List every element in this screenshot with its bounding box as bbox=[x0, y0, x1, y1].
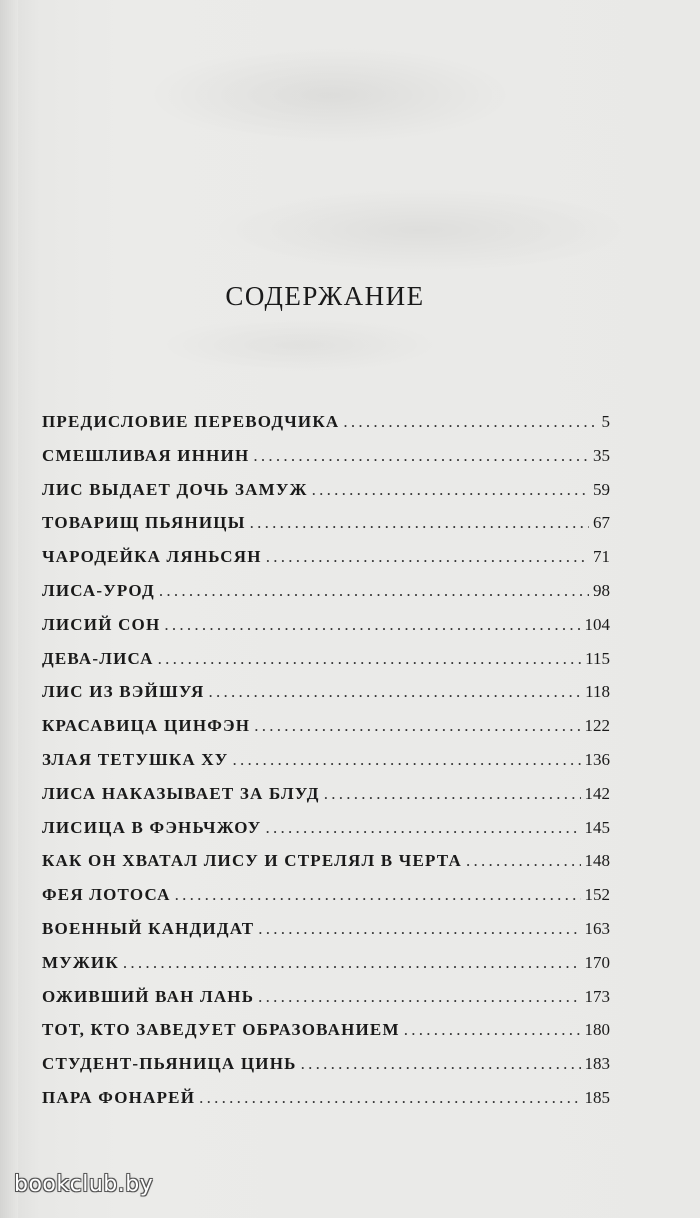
toc-entry-title: ТОТ, КТО ЗАВЕДУЕТ ОБРАЗОВАНИЕМ bbox=[42, 1020, 400, 1040]
toc-entry bbox=[42, 581, 610, 615]
toc-dot-leader bbox=[258, 919, 580, 939]
toc-entry-title: КАК ОН ХВАТАЛ ЛИСУ И СТРЕЛЯЛ В ЧЕРТА bbox=[42, 851, 462, 871]
toc-dot-leader bbox=[158, 649, 581, 669]
toc-entry bbox=[42, 446, 610, 480]
toc-page-number: 118 bbox=[585, 682, 610, 702]
toc-entry-title: СМЕШЛИВАЯ ИННИН bbox=[42, 445, 250, 465]
toc-entry bbox=[42, 547, 610, 581]
toc-entry-title: ТОВАРИЩ ПЬЯНИЦЫ bbox=[42, 513, 246, 533]
toc-entry bbox=[42, 1088, 610, 1122]
toc-page-number: 115 bbox=[585, 648, 610, 668]
toc-entry-title: ВОЕННЫЙ КАНДИДАТ bbox=[42, 918, 255, 938]
toc-page-number: 5 bbox=[601, 412, 610, 431]
toc-dot-leader bbox=[258, 987, 580, 1007]
toc-entry-title: ДЕВА-ЛИСА bbox=[42, 648, 154, 668]
toc-entry bbox=[42, 412, 610, 446]
toc-dot-leader bbox=[175, 885, 581, 905]
toc-entry bbox=[42, 987, 610, 1021]
toc-entry-title: ЛИСА НАКАЗЫВАЕТ ЗА БЛУД bbox=[42, 783, 320, 803]
toc-page-number: 104 bbox=[584, 614, 610, 634]
toc-page-number: 35 bbox=[593, 445, 610, 465]
toc-page-number: 142 bbox=[584, 783, 610, 803]
toc-dot-leader bbox=[466, 851, 581, 871]
toc-dot-leader bbox=[265, 818, 580, 838]
toc-page-number: 122 bbox=[584, 716, 610, 736]
toc-dot-leader bbox=[232, 750, 580, 770]
toc-entry bbox=[42, 716, 610, 750]
table-of-contents bbox=[42, 412, 610, 1122]
toc-entry bbox=[42, 784, 610, 818]
toc-dot-leader bbox=[164, 615, 580, 635]
toc-page-number: 152 bbox=[584, 885, 610, 905]
toc-entry bbox=[42, 953, 610, 987]
toc-entry-title: ЛИСИЦА В ФЭНЬЧЖОУ bbox=[42, 817, 262, 837]
toc-page-number: 145 bbox=[584, 817, 610, 837]
toc-page-number: 98 bbox=[593, 580, 610, 600]
toc-entry-title: ОЖИВШИЙ ВАН ЛАНЬ bbox=[42, 986, 255, 1006]
toc-entry bbox=[42, 851, 610, 885]
toc-entry-title: ЛИС ВЫДАЕТ ДОЧЬ ЗАМУЖ bbox=[42, 479, 308, 499]
toc-entry-title: ФЕЯ ЛОТОСА bbox=[42, 885, 171, 905]
toc-entry bbox=[42, 513, 610, 547]
toc-dot-leader bbox=[253, 446, 589, 466]
toc-entry bbox=[42, 750, 610, 784]
site-watermark: bookclub.by bbox=[14, 1172, 154, 1197]
toc-dot-leader bbox=[404, 1020, 581, 1040]
toc-entry-title: ПРЕДИСЛОВИЕ ПЕРЕВОДЧИКА bbox=[42, 412, 340, 431]
toc-page-number: 148 bbox=[584, 851, 610, 871]
toc-entry-title: ПАРА ФОНАРЕЙ bbox=[42, 1087, 196, 1107]
toc-page-number: 180 bbox=[584, 1020, 610, 1040]
toc-entry bbox=[42, 919, 610, 953]
toc-entry-title: ЧАРОДЕЙКА ЛЯНЬСЯН bbox=[42, 547, 262, 567]
toc-page-number: 173 bbox=[584, 986, 610, 1006]
toc-entry-title: МУЖИК bbox=[42, 952, 119, 972]
toc-dot-leader bbox=[324, 784, 581, 804]
toc-entry-title: ЛИС ИЗ ВЭЙШУЯ bbox=[42, 682, 205, 702]
toc-page-number: 67 bbox=[593, 513, 610, 533]
toc-dot-leader bbox=[123, 953, 581, 973]
toc-entry-title: СТУДЕНТ-ПЬЯНИЦА ЦИНЬ bbox=[42, 1054, 297, 1074]
toc-page-number: 59 bbox=[593, 479, 610, 499]
toc-dot-leader bbox=[312, 480, 589, 500]
toc-page-number: 136 bbox=[584, 749, 610, 769]
toc-entry bbox=[42, 818, 610, 852]
toc-dot-leader bbox=[266, 547, 589, 567]
toc-page-number: 170 bbox=[584, 952, 610, 972]
toc-entry bbox=[42, 649, 610, 683]
toc-page-number: 183 bbox=[584, 1054, 610, 1074]
toc-entry-title: КРАСАВИЦА ЦИНФЭН bbox=[42, 716, 251, 736]
toc-entry bbox=[42, 1054, 610, 1088]
toc-entry-title: ЛИСИЙ СОН bbox=[42, 614, 161, 634]
toc-entry bbox=[42, 682, 610, 716]
toc-entry bbox=[42, 1020, 610, 1054]
toc-entry bbox=[42, 480, 610, 514]
toc-entry-title: ЗЛАЯ ТЕТУШКА ХУ bbox=[42, 749, 229, 769]
toc-dot-leader bbox=[199, 1088, 580, 1108]
toc-page-number: 71 bbox=[593, 547, 610, 567]
toc-entry bbox=[42, 885, 610, 919]
toc-dot-leader bbox=[301, 1054, 581, 1074]
toc-dot-leader bbox=[208, 682, 581, 702]
toc-page-number: 185 bbox=[584, 1087, 610, 1107]
toc-dot-leader bbox=[254, 716, 580, 736]
toc-dot-leader bbox=[250, 513, 589, 533]
toc-entry bbox=[42, 615, 610, 649]
page-edge-shadow bbox=[0, 0, 18, 1218]
toc-page-number: 163 bbox=[584, 918, 610, 938]
toc-dot-leader bbox=[343, 412, 597, 432]
contents-heading: СОДЕРЖАНИЕ bbox=[225, 281, 425, 312]
toc-entry-title: ЛИСА-УРОД bbox=[42, 580, 155, 600]
toc-dot-leader bbox=[159, 581, 589, 601]
